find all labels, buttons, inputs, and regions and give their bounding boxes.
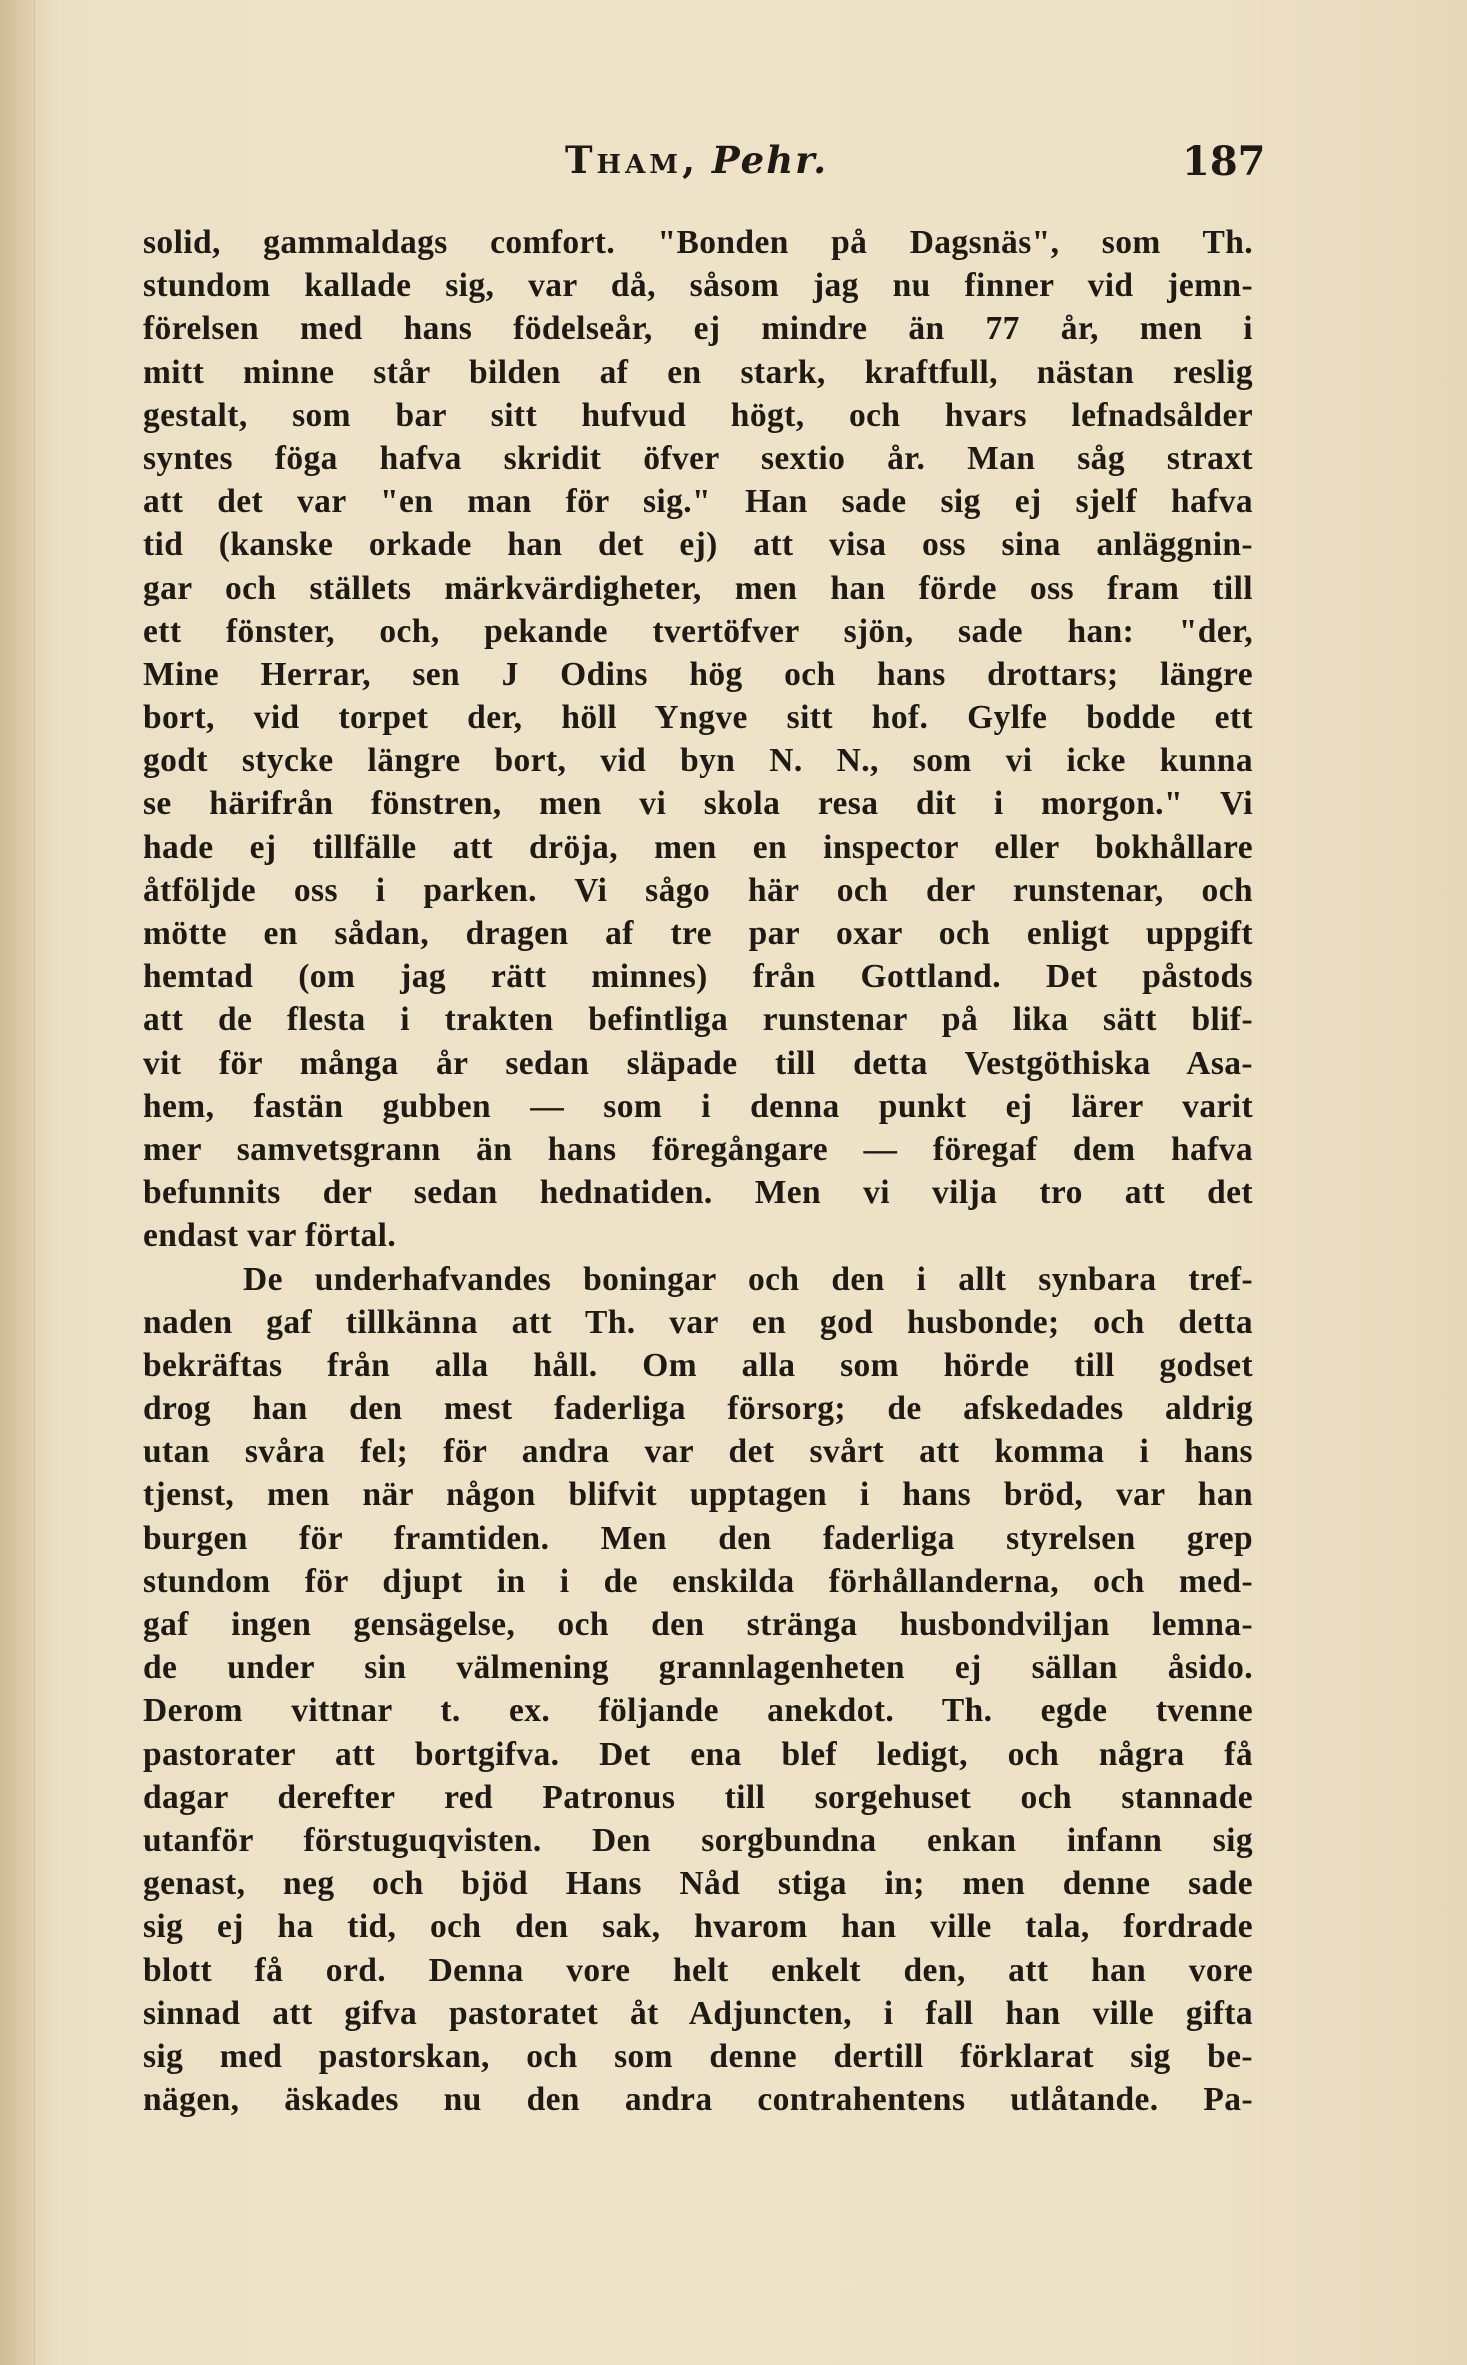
page-binding-edge — [0, 0, 35, 2365]
text-line: bekräftas från alla håll. Om alla som hörde till godset — [143, 1346, 1253, 1384]
text-line: gestalt, som bar sitt hufvud högt, och hvars lefnadsålder — [143, 396, 1253, 434]
author-given-name: Pehr. — [711, 138, 829, 182]
text-line: åtföljde oss i parken. Vi sågo här och der runstenar, och — [143, 871, 1253, 909]
running-header — [0, 138, 1467, 198]
author-surname: Tham — [565, 138, 683, 182]
text-line: godt stycke längre bort, vid byn N. N., som vi icke kunna — [143, 742, 1253, 780]
text-line: utan svåra fel; för andra var det svårt att komma i hans — [143, 1433, 1253, 1471]
text-line: att det var "en man för sig." Han sade sig ej sjelf hafva — [143, 483, 1253, 521]
text-line: sig ej ha tid, och den sak, hvarom han ville tala, fordrade — [143, 1908, 1253, 1946]
text-line: sinnad att gifva pastoratet åt Adjuncten, i fall han ville gifta — [143, 1994, 1253, 2032]
text-line: sig med pastorskan, och som denne dertill förklarat sig be- — [143, 2037, 1253, 2075]
text-line-paragraph-end: endast var förtal. — [143, 1217, 397, 1255]
text-line: stundom kallade sig, var då, såsom jag nu finner vid jemn- — [143, 267, 1253, 305]
text-line: burgen för framtiden. Men den faderliga styrelsen grep — [143, 1519, 1253, 1557]
text-line: vit för många år sedan släpade till detta Vestgöthiska Asa- — [143, 1044, 1253, 1082]
text-line: hemtad (om jag rätt minnes) från Gottland. Det påstods — [143, 958, 1253, 996]
text-line: bort, vid torpet der, höll Yngve sitt hof. Gylfe bodde ett — [143, 699, 1253, 737]
text-line: pastorater att bortgifva. Det ena blef ledigt, och några få — [143, 1735, 1253, 1773]
text-line: de under sin välmening grannlagenheten ej sällan åsido. — [143, 1649, 1253, 1687]
text-line: hem, fastän gubben — som i denna punkt ej lärer varit — [143, 1087, 1253, 1125]
running-head-title: Tham, Pehr. — [565, 138, 829, 182]
text-line: mitt minne står bilden af en stark, kraftfull, nästan reslig — [143, 353, 1253, 391]
text-line: mer samvetsgrann än hans föregångare — föregaf dem hafva — [143, 1130, 1253, 1168]
body-text — [143, 221, 1253, 2121]
text-line: stundom för djupt in i de enskilda förhållanderna, och med- — [143, 1562, 1253, 1600]
text-line: naden gaf tillkänna att Th. var en god husbonde; och detta — [143, 1303, 1253, 1341]
text-line: hade ej tillfälle att dröja, men en inspector eller bokhållare — [143, 828, 1253, 866]
text-line: dagar derefter red Patronus till sorgehuset och stannade — [143, 1778, 1253, 1816]
text-line: ett fönster, och, pekande tvertöfver sjön, sade han: "der, — [143, 612, 1253, 650]
text-line: syntes föga hafva skridit öfver sextio år. Man såg straxt — [143, 439, 1253, 477]
text-line: gar och ställets märkvärdigheter, men han förde oss fram till — [143, 569, 1253, 607]
text-line: tid (kanske orkade han det ej) att visa oss sina anläggnin- — [143, 526, 1253, 564]
text-line: genast, neg och bjöd Hans Nåd stiga in; men denne sade — [143, 1865, 1253, 1903]
text-line: blott få ord. Denna vore helt enkelt den, att han vore — [143, 1951, 1253, 1989]
text-line: nägen, äskades nu den andra contrahentens utlåtande. Pa- — [143, 2081, 1253, 2119]
text-line: Derom vittnar t. ex. följande anekdot. Th. egde tvenne — [143, 1692, 1253, 1730]
text-line-paragraph-start: De underhafvandes boningar och den i allt synbara tref- — [243, 1260, 1253, 1298]
page-number: 187 — [1182, 138, 1266, 185]
text-line: solid, gammaldags comfort. "Bonden på Dagsnäs", som Th. — [143, 224, 1253, 261]
text-line: Mine Herrar, sen J Odins hög och hans drottars; längre — [143, 655, 1253, 693]
text-line: mötte en sådan, dragen af tre par oxar och enligt uppgift — [143, 915, 1253, 952]
text-line: se härifrån fönstren, men vi skola resa dit i morgon." Vi — [143, 785, 1253, 823]
text-line: befunnits der sedan hednatiden. Men vi vilja tro att det — [143, 1174, 1253, 1212]
text-line: tjenst, men när någon blifvit upptagen i hans bröd, var han — [143, 1476, 1253, 1514]
text-line: utanför förstuguqvisten. Den sorgbundna enkan infann sig — [143, 1821, 1253, 1859]
text-line: gaf ingen gensägelse, och den stränga husbondviljan lemna- — [143, 1606, 1253, 1643]
text-line: förelsen med hans födelseår, ej mindre än 77 år, men i — [143, 310, 1253, 348]
text-line: drog han den mest faderliga försorg; de afskedades aldrig — [143, 1390, 1253, 1428]
text-line: att de flesta i trakten befintliga runstenar på lika sätt blif- — [143, 1001, 1253, 1039]
